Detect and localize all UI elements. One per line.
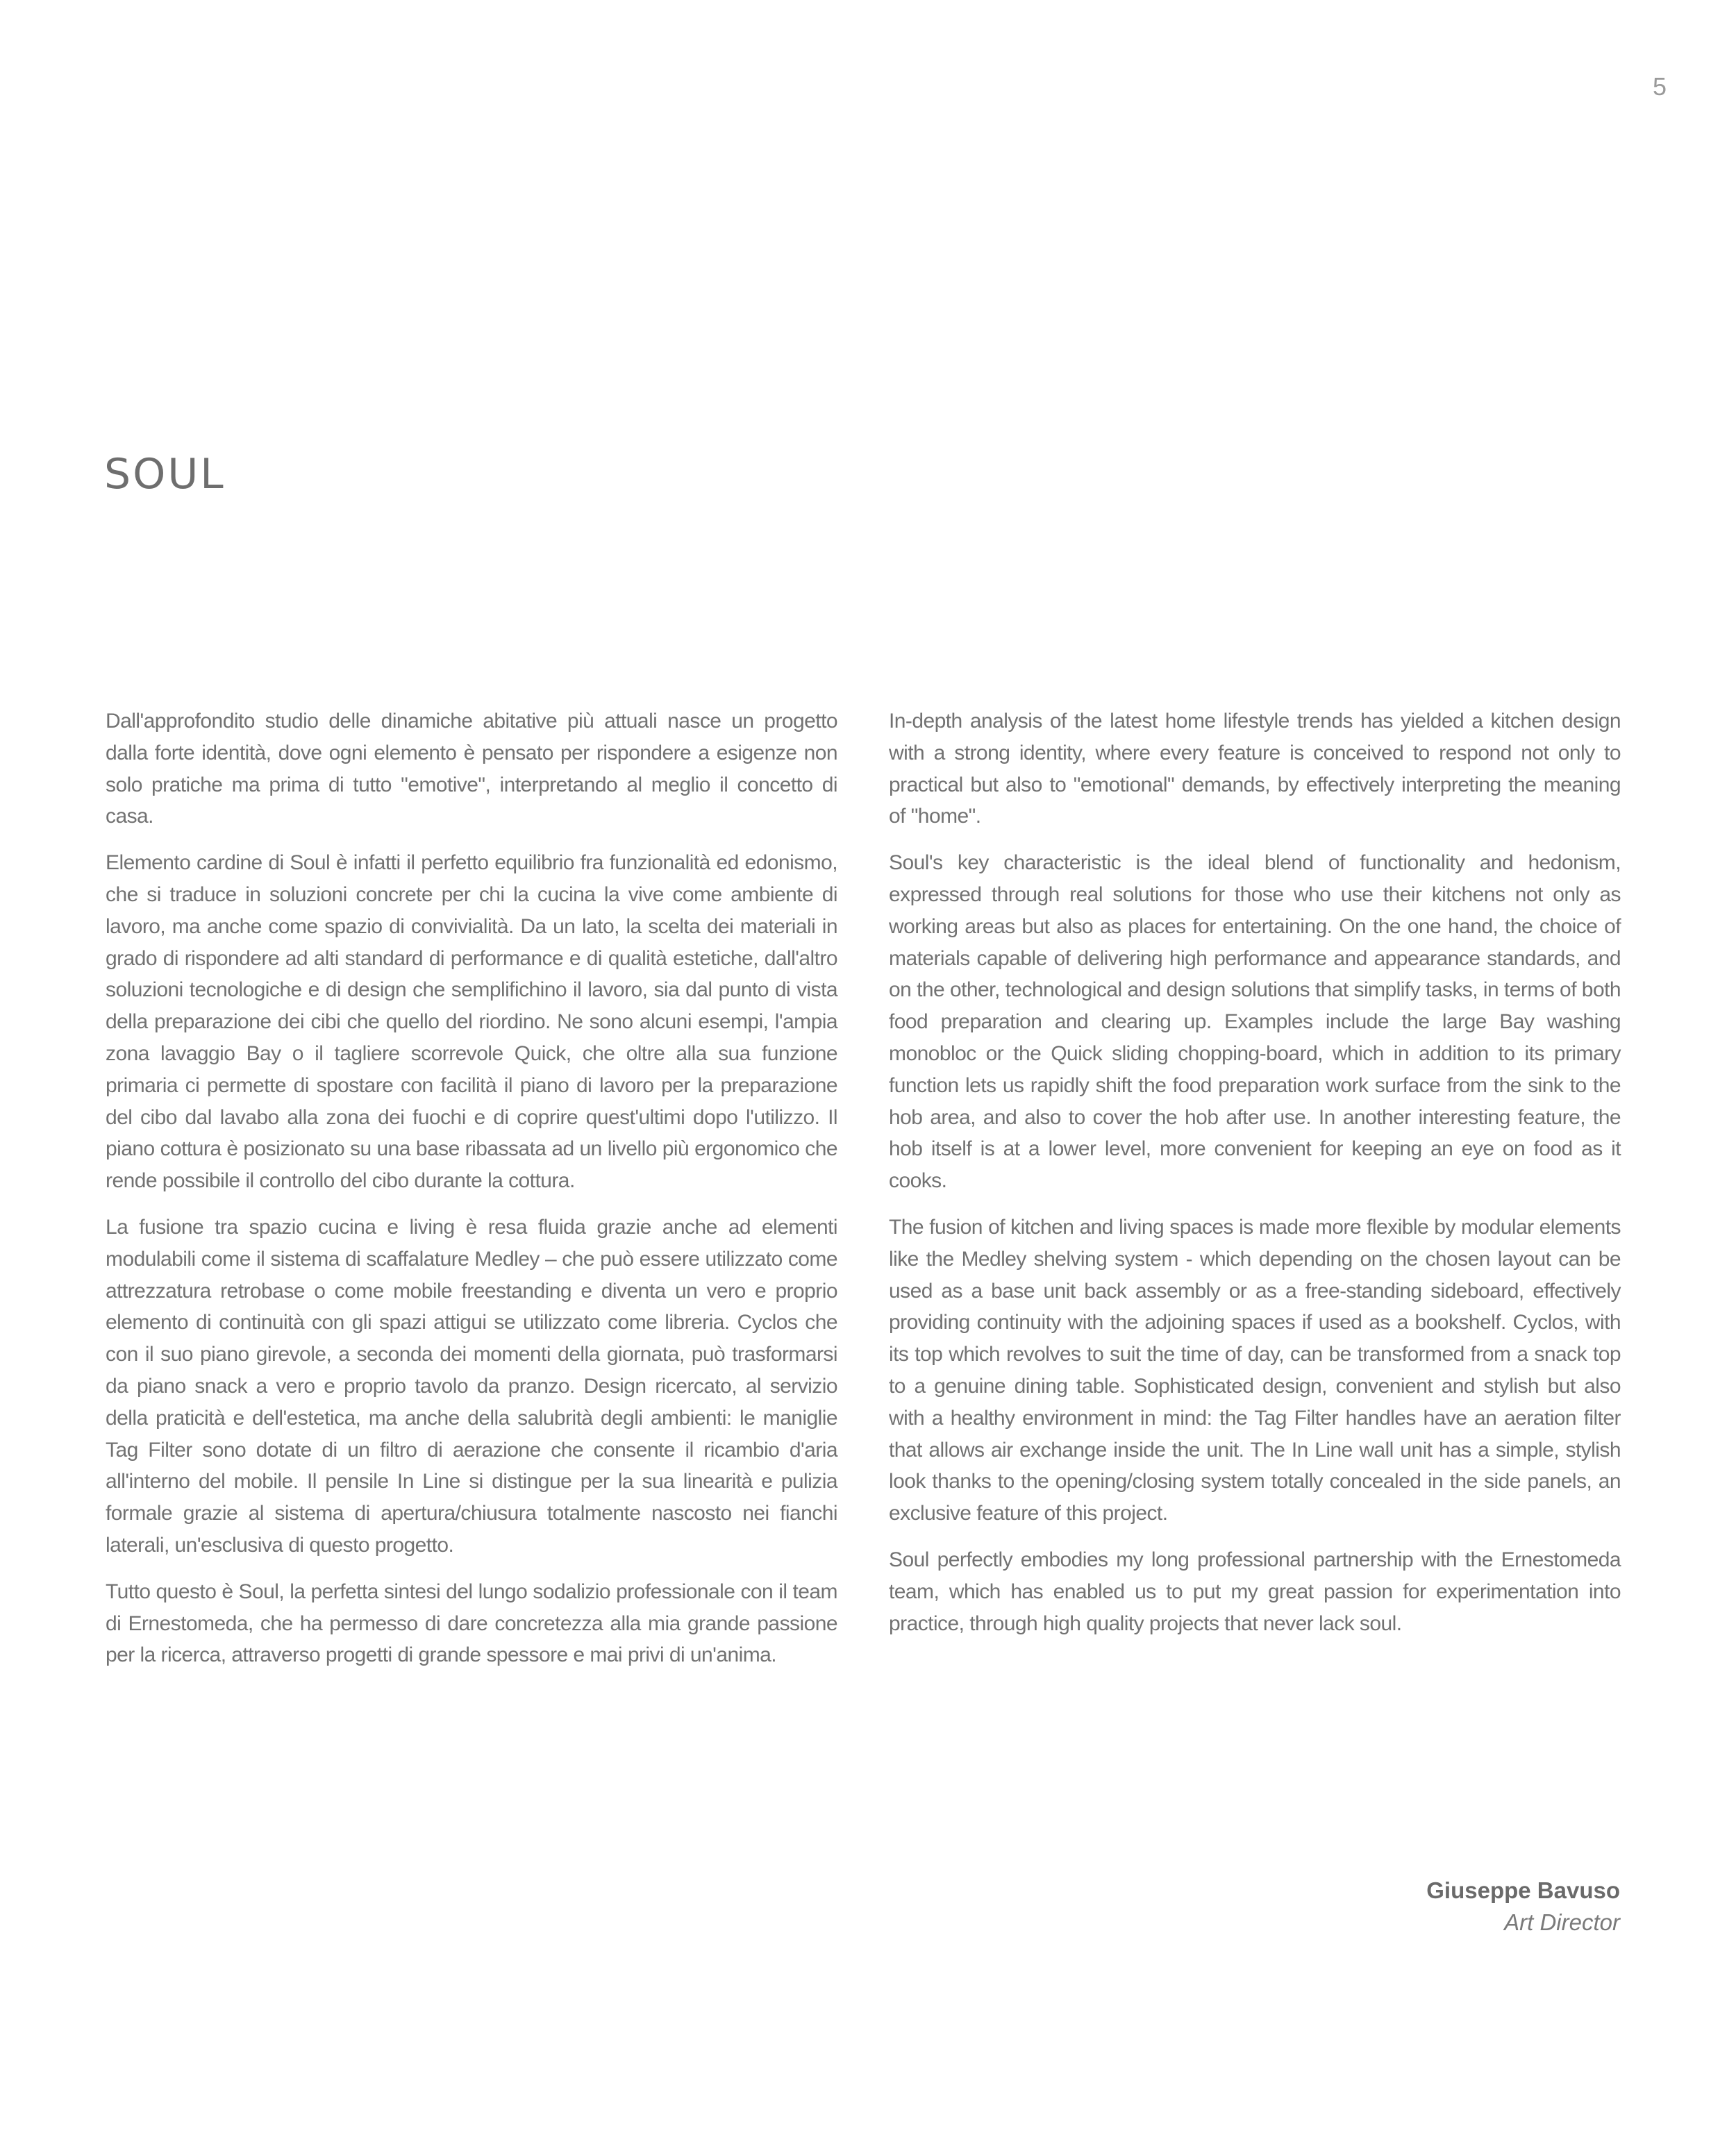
italian-paragraph: La fusione tra spazio cucina e living è resa fluida grazie anche ad elementi modulabili come il sistema di scaffalature Medley – che può essere utilizzato come attrezzatura retrobase o come mobile freestanding e diventa un vero e proprio elemento di continuità con gli spazi attigui se utilizzato come libreria. Cyclos che con il suo piano girevole, a seconda dei momenti della giornata, può trasformarsi da piano snack a vero e proprio tavolo da pranzo. Design ricercato, al servizio della praticità e dell'estetica, ma anche della salubrità degli ambienti: le maniglie Tag Filter sono dotate di un filtro di aerazione che consente il ricambio d'aria all'interno del mobile. Il pensile In Line si distingue per la sua linearità e pulizia formale grazie al sistema di apertura/chiusura totalmente nascosto nei fianchi laterali, un'esclusiva di questo progetto. — [106, 1215, 837, 1557]
english-paragraph: Soul's key characteristic is the ideal blend of functionality and hedonism, expressed through real solutions for those who use their kitchens not only as working areas but also as places for entertaining. On the one hand, the choice of materials capable of delivering high performance and appearance standards, and on the other, technological and design solutions that simplify tasks, in terms of both food preparation and clearing up. Examples include the large Bay washing monobloc or the Quick sliding chopping-board, which in addition to its primary function lets us rapidly shift the food preparation work surface from the sink to the hob area, and also to cover the hob after use. In another interesting feature, the hob itself is at a lower level, more convenient for keeping an eye on food as it cooks. — [889, 851, 1621, 1193]
english-paragraph: In-depth analysis of the latest home lifestyle trends has yielded a kitchen design with a strong identity, where every feature is conceived to respond not only to practical but also to "emotional" demands, by effectively interpreting the meaning of "home". — [889, 710, 1621, 828]
page-number: 5 — [1652, 72, 1667, 101]
english-paragraph: Soul perfectly embodies my long professional partnership with the Ernestomeda team, which has enabled us to put my great passion for experimentation into practice, through high quality projects that never lack soul. — [889, 1548, 1621, 1635]
english-text-column — [889, 705, 1621, 1654]
italian-text-column — [106, 705, 837, 1686]
signature-name: Giuseppe Bavuso — [1426, 1877, 1620, 1903]
signature-role: Art Director — [1504, 1909, 1620, 1935]
english-paragraph: The fusion of kitchen and living spaces is made more flexible by modular elements like the Medley shelving system - which depending on the chosen layout can be used as a base unit back assembly or as a free-standing sideboard, effectively providing continuity with the adjoining spaces if used as a bookshelf. Cyclos, with its top which revolves to suit the time of day, can be transformed from a snack top to a genuine dining table. Sophisticated design, convenient and stylish but also with a healthy environment in mind: the Tag Filter handles have an aeration filter that allows air exchange inside the unit. The In Line wall unit has a simple, stylish look thanks to the opening/closing system totally concealed in the side panels, an exclusive feature of this project. — [889, 1215, 1621, 1525]
italian-paragraph: Elemento cardine di Soul è infatti il perfetto equilibrio fra funzionalità ed edonismo, che si traduce in soluzioni concrete per chi la cucina la vive come ambiente di lavoro, ma anche come spazio di convivialità. Da un lato, la scelta dei materiali in grado di rispondere ad alti standard di performance e di qualità estetiche, dall'altro soluzioni tecnologiche e di design che semplifichino il lavoro, sia dal punto di vista della preparazione dei cibi che quello del riordino. Ne sono alcuni esempi, l'ampia zona lavaggio Bay o il tagliere scorrevole Quick, che oltre alla sua funzione primaria ci permette di spostare con facilità il piano di lavoro per la preparazione del cibo dal lavabo alla zona dei fuochi e di coprire quest'ultimi dopo l'utilizzo. Il piano cottura è posizionato su una base ribassata ad un livello più ergonomico che rende possibile il controllo del cibo durante la cottura. — [106, 851, 837, 1193]
signature-block — [1426, 1875, 1620, 1939]
italian-paragraph: Dall'approfondito studio delle dinamiche abitative più attuali nasce un progetto dalla forte identità, dove ogni elemento è pensato per rispondere a esigenze non solo pratiche ma prima di tutto "emotive", interpretando al meglio il concetto di casa. — [106, 710, 837, 828]
italian-paragraph: Tutto questo è Soul, la perfetta sintesi del lungo sodalizio professionale con il team di Ernestomeda, che ha permesso di dare concretezza alla mia grande passione per la ricerca, attraverso progetti di grande spessore e mai privi di un'anima. — [106, 1580, 837, 1667]
page-title: SOUL — [104, 450, 226, 499]
